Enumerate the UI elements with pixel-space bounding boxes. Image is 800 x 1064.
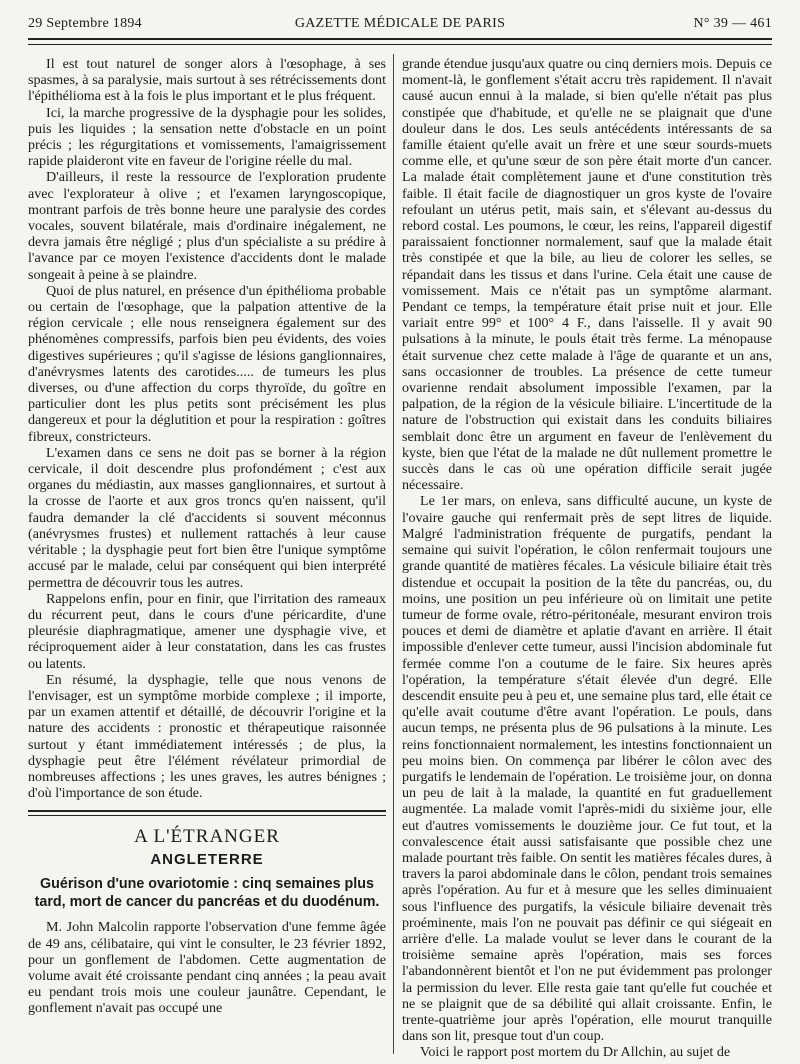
header-journal-title: GAZETTE MÉDICALE DE PARIS bbox=[294, 16, 506, 31]
section-divider bbox=[28, 810, 386, 816]
right-column bbox=[402, 56, 772, 1061]
paragraph: Quoi de plus naturel, en présence d'un épithélioma probable ou certain de l'œsophage, que la palpation attentive de la région cervicale ; elle nous renseignera également sur des phénomènes compressifs, parfois bien peu évidents, des voies digestives supérieures ; qu'il s'agisse de lésions ganglionnaires, d'anévrysmes latents des carotides..... de tumeurs les plus diverses, ou d'une affection du corps thyroïde, du goître en particulier dont les plus petits sont précisément les plus dangereux et pour la déglutition et pour la respiration : goîtres fibreux, constricteurs. bbox=[28, 282, 386, 445]
header-page-number: N° 39 — 461 bbox=[693, 16, 772, 31]
paragraph: D'ailleurs, il reste la ressource de l'exploration prudente avec l'explorateur à olive ; et l'examen laryngoscopique, montrant parfois de très bonne heure une paralysie des cordes vocales, souvent bilatérale, mais d'ordinaire inégalement, ne devra jamais être négligé ; plus d'un spécialiste a su prédire à l'avance par ce moyen l'existence d'accidents dont le malade songeait à peine à se plaindre. bbox=[28, 169, 386, 283]
left-column bbox=[28, 56, 386, 1058]
paragraph: Voici le rapport post mortem du Dr Allchin, au sujet de bbox=[420, 1044, 731, 1061]
paragraph: L'examen dans ce sens ne doit pas se borner à la région cervicale, il doit descendre plus profondément ; c'est aux organes du médiastin, aux masses ganglionnaires, et surtout à la crosse de l'aorte et aux gros troncs qu'en naissent, qu'il faudra demander la clé d'accidents si souvent méconnus (anévrysmes frustes) et nullement rattachés à leur cause véritable ; la dysphagie peut fort bien être l'unique symptôme accusé par le malade, celui par conséquent qui bien interprété permettra de découvrir tous les autres. bbox=[28, 444, 386, 591]
paragraph: En résumé, la dysphagie, telle que nous venons de l'envisager, est un symptôme morbide complexe ; il importe, par un examen attentif et détaillé, de découvrir l'origine et la nature des accidents : pronostic et thérapeutique raisonnée surtout y étant immédiatement intéressés ; de plus, la dysphagie peut être l'élément révélateur primordial de nombreuses affections ; les unes graves, les autres bénignes ; d'où l'importance de son étude. bbox=[28, 671, 386, 802]
section-subtitle: ANGLETERRE bbox=[150, 851, 264, 869]
header-rule bbox=[28, 38, 772, 45]
paragraph: Rappelons enfin, pour en finir, que l'irritation des rameaux du récurrent peut, dans le cours d'une péricardite, d'une pleurésie diaphragmatique, amener une dysphagie vive, et réciproquement aider à leur constatation, dans les cas frustes ou latents. bbox=[28, 590, 386, 672]
column-divider bbox=[393, 54, 394, 1054]
paragraph: Il est tout naturel de songer alors à l'œsophage, à ses spasmes, à sa paralysie, mais surtout à ses rétrécissements dont l'épithélioma est à la fois le plus important et le plus fréquent. bbox=[28, 56, 386, 105]
article-title: Guérison d'une ovariotomie : cinq semaines plus tard, mort de cancer du pancréas et du duodénum. bbox=[34, 876, 380, 911]
paragraph: Ici, la marche progressive de la dysphagie pour les solides, puis les liquides ; la sensation nette d'obstacle en un point précis ; les régurgitations et vomissements, l'amaigrissement rapide plaideront vite en faveur de l'origine réelle du mal. bbox=[28, 104, 386, 170]
paragraph: M. John Malcolin rapporte l'observation d'une femme âgée de 49 ans, célibataire, qui vint le consulter, le 23 février 1892, pour un gonflement de l'abdomen. Cette augmentation de volume avait été croissante pendant cinq années ; la peau avait eu pendant trois mois une couleur jaunâtre. Cependant, le gonflement n'avait pas occupé une bbox=[28, 919, 386, 1017]
header-date: 29 Septembre 1894 bbox=[28, 16, 142, 31]
paragraph: Le 1er mars, on enleva, sans difficulté aucune, un kyste de l'ovaire gauche qui renfermait près de sept litres de liquide. Malgré l'administration fréquente de purgatifs, pendant la semaine qui suivit l'opération, le côlon renfermait toujours une grande quantité de matières fécales. La vésicule biliaire était très distendue et occupait la position de la tête du pancréas, ou, du moins, une position un peu inférieure où on limitait une petite tumeur de forme ovale, rétro-péritonéale, mesurant environ trois pouces et demi de diamètre et aplatie d'avant en arrière. Il était impossible d'enlever cette tumeur, aussi l'incision abdominale fut fermée comme l'on a coutume de le faire. Six heures après l'opération, la température s'était élevée d'un degré. Elle descendit ensuite peu à peu et, une semaine plus tard, elle était ce qu'elle avait coutume d'être avant l'opération. Le pouls, dans aucun temps, ne présenta plus de 96 pulsations à la minute. Les reins fonctionnaient normalement, les intestins fonctionnaient un peu moins bien. On commença par libérer le côlon avec des purgatifs le lendemain de l'opération. Le troisième jour, on donna un peu de lait à la malade, la quantité en fut graduellement augmentée. La malade vomit l'après-midi du sixième jour, elle eut d'autres vomissements le douzième jour. Ce fut tout, et la convalescence était aussi satisfaisante que possible chez une malade pourtant très faible. On sentit les matières fécales dures, à travers la paroi abdominale dans le côlon, pendant trois semaines après l'opération. Au fur et à mesure que les selles diminuaient sous l'influence des purgatifs, la vésicule biliaire devenait très proéminente, mais l'on ne pouvait pas définir ce qui siégeait en arrière d'elle. La malade voulut se lever dans le courant de la troisième semaine après l'opération, mais ses forces l'abandonnèrent bientôt et l'on ne put évidemment pas prolonger la permission du lever. Elle resta gaie tant qu'elle fut couchée et ne se plaignit que de sa débilité qui allait croissante. Enfin, le trente-quatrième jour après l'opération, elle mourut tranquille dans son lit, presque tout d'un coup. bbox=[402, 493, 772, 1045]
running-header bbox=[28, 12, 772, 34]
paragraph: grande étendue jusqu'aux quatre ou cinq derniers mois. Depuis ce moment-là, le gonflement s'était accru très rapidement. Il n'avait causé aucun ennui à la malade, si bien qu'elle n'était pas plus constipée que d'habitude, et qu'elle ne se plaignait que d'une douleur dans le dos. Les seuls antécédents intéressants de sa famille étaient qu'elle avait un frère et une sœur sourds-muets comme elle, et qu'une sœur de son père était morte d'un cancer. La malade était complètement jaune et d'une constitution très faible. Il était facile de diagnostiquer un gros kyste de l'ovaire refoulant un utérus petit, mais sain, et s'élevant au-dessus du rebord costal. Les poumons, le cœur, les reins, l'appareil digestif paraissaient fonctionner normalement, sauf que la malade était très constipée et que la bile, au lieu de colorer les selles, se répandait dans les tissus et dans l'urine. Cela était une cause de vomissement. Mais ce n'était pas un symptôme alarmant. Pendant ce temps, la température était prise nuit et jour. Elle variait entre 99° et 100° 4 F., dans l'aisselle. Il y avait 90 pulsations à la minute, le pouls était très ferme. La ménopause était survenue chez cette malade à l'âge de quarante et un ans, sans occasionner de troubles. La présence de cette tumeur ovarienne rendait absolument impossible l'examen, par la palpation, de la région de la vésicule biliaire. L'incertitude de la nature de l'obstruction qui existait dans les conduits biliaires semblait donc être un argument en faveur de l'enlèvement du kyste, bien que l'état de la malade ne dût nullement promettre le succès dans le cas où une opération difficile serait jugée nécessaire. bbox=[402, 56, 772, 494]
section-title: A L'ÉTRANGER bbox=[134, 826, 280, 848]
